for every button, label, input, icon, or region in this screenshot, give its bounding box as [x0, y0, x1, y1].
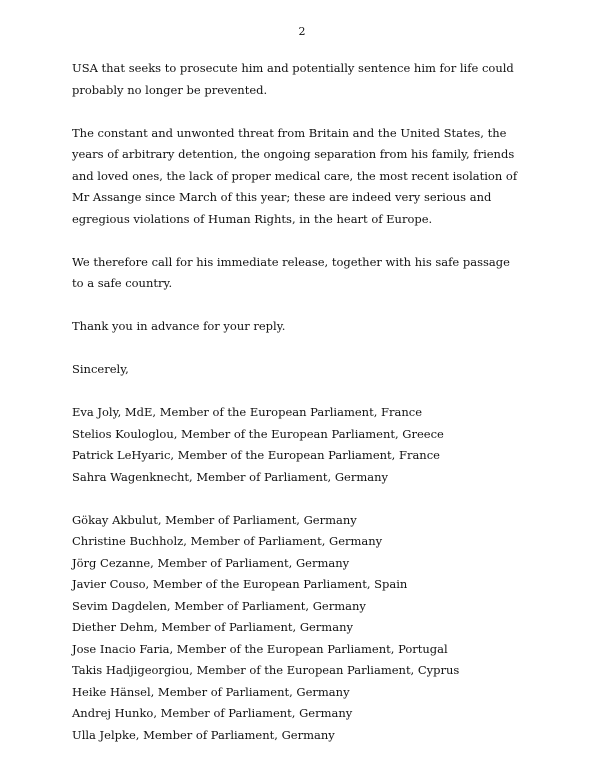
signatory: Christine Buchholz, Member of Parliament, Germany — [72, 534, 383, 548]
signatory: Stelios Kouloglou, Member of the European Parliament, Greece — [72, 426, 444, 441]
paragraph-continuation: USA that seeks to prosecute him and potentially sentence him for life could probably no longer be prevented. — [72, 61, 514, 97]
signatory: Gökay Akbulut, Member of Parliament, Germany — [72, 512, 357, 527]
paragraph-thanks: Thank you in advance for your reply. — [72, 319, 286, 333]
signatory: Javier Couso, Member of the European Parliament, Spain — [72, 577, 408, 591]
paragraph-violations: The constant and unwonted threat from Britain and the United States, the years of arbitrary detention, the ongoing separation from his family, friends and loved ones, the lack of proper medical care, the most recent isolation of Mr Assange since March of this year; these are indeed very serious and egregious violations of Human Rights, in the heart of Europe. — [72, 125, 518, 226]
signatory: Heike Hänsel, Member of Parliament, Germany — [72, 684, 350, 699]
signatory: Eva Joly, MdE, Member of the European Parliament, France — [72, 405, 422, 419]
page-number: 2 — [298, 25, 306, 38]
signatory: Andrej Hunko, Member of Parliament, Germany — [72, 706, 353, 720]
paragraph-release-call: We therefore call for his immediate release, together with his safe passage to a safe country. — [72, 254, 510, 290]
signatory: Sevim Dagdelen, Member of Parliament, Germany — [72, 598, 366, 613]
signatory: Patrick LeHyaric, Member of the European Parliament, France — [72, 448, 440, 462]
signatory: Sahra Wagenknecht, Member of Parliament, Germany — [72, 469, 388, 484]
signatory: Ulla Jelpke, Member of Parliament, Germany — [72, 727, 335, 742]
signatory: Takis Hadjigeorgiou, Member of the European Parliament, Cyprus — [72, 663, 460, 677]
signatory: Diether Dehm, Member of Parliament, Germany — [72, 620, 353, 634]
primary-signatories-list — [72, 402, 522, 488]
signatory: Jörg Cezanne, Member of Parliament, Germany — [72, 555, 350, 570]
closing-sincerely: Sincerely, — [72, 362, 129, 376]
letter-body — [72, 58, 522, 768]
additional-signatories-list — [72, 510, 522, 747]
signatory: Jose Inacio Faria, Member of the European Parliament, Portugal — [72, 641, 448, 656]
